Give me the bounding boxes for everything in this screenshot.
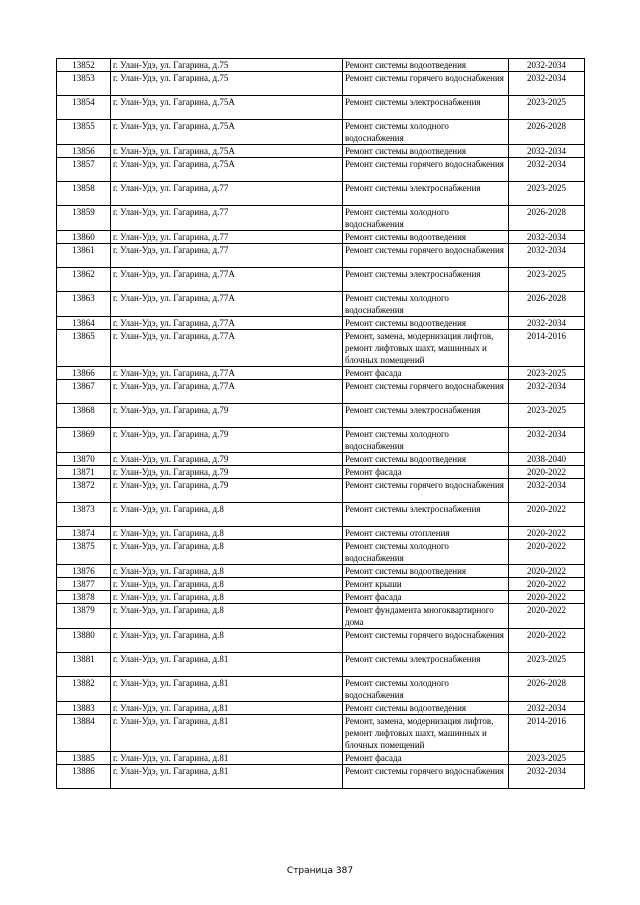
address-cell: г. Улан-Удэ, ул. Гагарина, д.77	[111, 231, 343, 244]
table-row	[57, 591, 585, 604]
work-type-cell: Ремонт системы электроснабжения	[343, 653, 509, 677]
table-row	[57, 629, 585, 653]
work-type-cell: Ремонт системы водоотведения	[343, 231, 509, 244]
table-row	[57, 120, 585, 145]
work-type-cell: Ремонт фундамента многоквартирного дома	[343, 604, 509, 629]
period-cell: 2032-2034	[509, 765, 585, 789]
period-cell: 2023-2025	[509, 404, 585, 428]
period-cell: 2023-2025	[509, 367, 585, 380]
table-row	[57, 479, 585, 503]
row-number-cell: 13879	[57, 604, 111, 629]
table-body	[57, 59, 585, 789]
row-number-cell: 13884	[57, 715, 111, 752]
period-cell: 2038-2040	[509, 453, 585, 466]
row-number-cell: 13886	[57, 765, 111, 789]
row-number-cell: 13877	[57, 578, 111, 591]
work-type-cell: Ремонт системы водоотведения	[343, 59, 509, 72]
address-cell: г. Улан-Удэ, ул. Гагарина, д.77	[111, 182, 343, 206]
work-type-cell: Ремонт, замена, модернизация лифтов, ремонт лифтовых шахт, машинных и блочных помещений	[343, 715, 509, 752]
address-cell: г. Улан-Удэ, ул. Гагарина, д.77	[111, 206, 343, 231]
row-number-cell: 13885	[57, 752, 111, 765]
table-row	[57, 244, 585, 268]
row-number-cell: 13860	[57, 231, 111, 244]
row-number-cell: 13881	[57, 653, 111, 677]
work-type-cell: Ремонт крыши	[343, 578, 509, 591]
address-cell: г. Улан-Удэ, ул. Гагарина, д.79	[111, 453, 343, 466]
table-row	[57, 231, 585, 244]
row-number-cell: 13865	[57, 330, 111, 367]
table-row	[57, 578, 585, 591]
address-cell: г. Улан-Удэ, ул. Гагарина, д.77А	[111, 292, 343, 317]
address-cell: г. Улан-Удэ, ул. Гагарина, д.77А	[111, 268, 343, 292]
address-cell: г. Улан-Удэ, ул. Гагарина, д.8	[111, 565, 343, 578]
work-type-cell: Ремонт системы электроснабжения	[343, 182, 509, 206]
table-row	[57, 540, 585, 565]
address-cell: г. Улан-Удэ, ул. Гагарина, д.75А	[111, 96, 343, 120]
work-type-cell: Ремонт системы горячего водоснабжения	[343, 244, 509, 268]
work-type-cell: Ремонт фасада	[343, 367, 509, 380]
period-cell: 2032-2034	[509, 428, 585, 453]
work-type-cell: Ремонт системы водоотведения	[343, 453, 509, 466]
row-number-cell: 13863	[57, 292, 111, 317]
row-number-cell: 13853	[57, 72, 111, 96]
table-row	[57, 752, 585, 765]
work-type-cell: Ремонт системы водоотведения	[343, 145, 509, 158]
address-cell: г. Улан-Удэ, ул. Гагарина, д.81	[111, 765, 343, 789]
table-row	[57, 527, 585, 540]
page-number: Страница 387	[286, 866, 354, 876]
work-type-cell: Ремонт фасада	[343, 591, 509, 604]
address-cell: г. Улан-Удэ, ул. Гагарина, д.75	[111, 72, 343, 96]
period-cell: 2020-2022	[509, 565, 585, 578]
address-cell: г. Улан-Удэ, ул. Гагарина, д.77А	[111, 330, 343, 367]
work-type-cell: Ремонт системы холодного водоснабжения	[343, 292, 509, 317]
period-cell: 2032-2034	[509, 479, 585, 503]
period-cell: 2032-2034	[509, 244, 585, 268]
period-cell: 2020-2022	[509, 591, 585, 604]
table-row	[57, 330, 585, 367]
work-type-cell: Ремонт системы электроснабжения	[343, 268, 509, 292]
row-number-cell: 13882	[57, 677, 111, 702]
period-cell: 2032-2034	[509, 59, 585, 72]
table-row	[57, 206, 585, 231]
row-number-cell: 13872	[57, 479, 111, 503]
period-cell: 2032-2034	[509, 380, 585, 404]
table-row	[57, 466, 585, 479]
table-row	[57, 72, 585, 96]
period-cell: 2032-2034	[509, 72, 585, 96]
address-cell: г. Улан-Удэ, ул. Гагарина, д.8	[111, 629, 343, 653]
address-cell: г. Улан-Удэ, ул. Гагарина, д.81	[111, 677, 343, 702]
work-type-cell: Ремонт системы горячего водоснабжения	[343, 629, 509, 653]
address-cell: г. Улан-Удэ, ул. Гагарина, д.79	[111, 466, 343, 479]
period-cell: 2026-2028	[509, 677, 585, 702]
period-cell: 2026-2028	[509, 120, 585, 145]
table-row	[57, 404, 585, 428]
table-row	[57, 604, 585, 629]
table-row	[57, 268, 585, 292]
row-number-cell: 13880	[57, 629, 111, 653]
period-cell: 2020-2022	[509, 466, 585, 479]
row-number-cell: 13878	[57, 591, 111, 604]
repair-schedule-table	[56, 58, 585, 789]
period-cell: 2023-2025	[509, 752, 585, 765]
row-number-cell: 13870	[57, 453, 111, 466]
work-type-cell: Ремонт системы горячего водоснабжения	[343, 479, 509, 503]
period-cell: 2032-2034	[509, 145, 585, 158]
table-row	[57, 145, 585, 158]
period-cell: 2020-2022	[509, 540, 585, 565]
address-cell: г. Улан-Удэ, ул. Гагарина, д.77	[111, 244, 343, 268]
period-cell: 2023-2025	[509, 268, 585, 292]
address-cell: г. Улан-Удэ, ул. Гагарина, д.77А	[111, 367, 343, 380]
row-number-cell: 13854	[57, 96, 111, 120]
period-cell: 2014-2016	[509, 715, 585, 752]
address-cell: г. Улан-Удэ, ул. Гагарина, д.77А	[111, 380, 343, 404]
table-row	[57, 367, 585, 380]
work-type-cell: Ремонт системы холодного водоснабжения	[343, 206, 509, 231]
address-cell: г. Улан-Удэ, ул. Гагарина, д.81	[111, 752, 343, 765]
table-row	[57, 158, 585, 182]
period-cell: 2032-2034	[509, 158, 585, 182]
table-row	[57, 428, 585, 453]
work-type-cell: Ремонт системы электроснабжения	[343, 96, 509, 120]
table-row	[57, 765, 585, 789]
work-type-cell: Ремонт системы отопления	[343, 527, 509, 540]
work-type-cell: Ремонт системы горячего водоснабжения	[343, 765, 509, 789]
period-cell: 2020-2022	[509, 503, 585, 527]
table-row	[57, 503, 585, 527]
work-type-cell: Ремонт системы горячего водоснабжения	[343, 72, 509, 96]
table-row	[57, 653, 585, 677]
address-cell: г. Улан-Удэ, ул. Гагарина, д.79	[111, 428, 343, 453]
table-row	[57, 702, 585, 715]
table-row	[57, 317, 585, 330]
row-number-cell: 13859	[57, 206, 111, 231]
row-number-cell: 13857	[57, 158, 111, 182]
row-number-cell: 13866	[57, 367, 111, 380]
table-row	[57, 182, 585, 206]
work-type-cell: Ремонт системы горячего водоснабжения	[343, 380, 509, 404]
table-row	[57, 380, 585, 404]
row-number-cell: 13862	[57, 268, 111, 292]
work-type-cell: Ремонт системы холодного водоснабжения	[343, 540, 509, 565]
period-cell: 2026-2028	[509, 292, 585, 317]
row-number-cell: 13856	[57, 145, 111, 158]
work-type-cell: Ремонт системы холодного водоснабжения	[343, 120, 509, 145]
period-cell: 2026-2028	[509, 206, 585, 231]
row-number-cell: 13869	[57, 428, 111, 453]
work-type-cell: Ремонт системы водоотведения	[343, 317, 509, 330]
row-number-cell: 13867	[57, 380, 111, 404]
period-cell: 2023-2025	[509, 653, 585, 677]
address-cell: г. Улан-Удэ, ул. Гагарина, д.81	[111, 715, 343, 752]
address-cell: г. Улан-Удэ, ул. Гагарина, д.75А	[111, 120, 343, 145]
work-type-cell: Ремонт системы горячего водоснабжения	[343, 158, 509, 182]
period-cell: 2032-2034	[509, 702, 585, 715]
row-number-cell: 13873	[57, 503, 111, 527]
table-row	[57, 453, 585, 466]
work-type-cell: Ремонт системы водоотведения	[343, 702, 509, 715]
address-cell: г. Улан-Удэ, ул. Гагарина, д.8	[111, 540, 343, 565]
row-number-cell: 13864	[57, 317, 111, 330]
period-cell: 2020-2022	[509, 604, 585, 629]
address-cell: г. Улан-Удэ, ул. Гагарина, д.77А	[111, 317, 343, 330]
table-row	[57, 565, 585, 578]
work-type-cell: Ремонт системы холодного водоснабжения	[343, 428, 509, 453]
row-number-cell: 13852	[57, 59, 111, 72]
address-cell: г. Улан-Удэ, ул. Гагарина, д.79	[111, 479, 343, 503]
work-type-cell: Ремонт системы электроснабжения	[343, 404, 509, 428]
address-cell: г. Улан-Удэ, ул. Гагарина, д.8	[111, 591, 343, 604]
address-cell: г. Улан-Удэ, ул. Гагарина, д.81	[111, 653, 343, 677]
table-row	[57, 292, 585, 317]
address-cell: г. Улан-Удэ, ул. Гагарина, д.8	[111, 527, 343, 540]
address-cell: г. Улан-Удэ, ул. Гагарина, д.8	[111, 578, 343, 591]
address-cell: г. Улан-Удэ, ул. Гагарина, д.81	[111, 702, 343, 715]
period-cell: 2023-2025	[509, 96, 585, 120]
address-cell: г. Улан-Удэ, ул. Гагарина, д.75	[111, 59, 343, 72]
address-cell: г. Улан-Удэ, ул. Гагарина, д.8	[111, 503, 343, 527]
period-cell: 2032-2034	[509, 317, 585, 330]
address-cell: г. Улан-Удэ, ул. Гагарина, д.8	[111, 604, 343, 629]
address-cell: г. Улан-Удэ, ул. Гагарина, д.79	[111, 404, 343, 428]
address-cell: г. Улан-Удэ, ул. Гагарина, д.75А	[111, 158, 343, 182]
work-type-cell: Ремонт, замена, модернизация лифтов, ремонт лифтовых шахт, машинных и блочных помещений	[343, 330, 509, 367]
row-number-cell: 13861	[57, 244, 111, 268]
period-cell: 2020-2022	[509, 629, 585, 653]
table-row	[57, 715, 585, 752]
period-cell: 2020-2022	[509, 578, 585, 591]
period-cell: 2023-2025	[509, 182, 585, 206]
period-cell: 2020-2022	[509, 527, 585, 540]
row-number-cell: 13858	[57, 182, 111, 206]
period-cell: 2014-2016	[509, 330, 585, 367]
table-row	[57, 677, 585, 702]
address-cell: г. Улан-Удэ, ул. Гагарина, д.75А	[111, 145, 343, 158]
row-number-cell: 13871	[57, 466, 111, 479]
row-number-cell: 13876	[57, 565, 111, 578]
table-row	[57, 96, 585, 120]
row-number-cell: 13855	[57, 120, 111, 145]
row-number-cell: 13883	[57, 702, 111, 715]
work-type-cell: Ремонт системы холодного водоснабжения	[343, 677, 509, 702]
table-row	[57, 59, 585, 72]
row-number-cell: 13875	[57, 540, 111, 565]
work-type-cell: Ремонт системы электроснабжения	[343, 503, 509, 527]
work-type-cell: Ремонт системы водоотведения	[343, 565, 509, 578]
work-type-cell: Ремонт фасада	[343, 752, 509, 765]
row-number-cell: 13868	[57, 404, 111, 428]
work-type-cell: Ремонт фасада	[343, 466, 509, 479]
period-cell: 2032-2034	[509, 231, 585, 244]
row-number-cell: 13874	[57, 527, 111, 540]
